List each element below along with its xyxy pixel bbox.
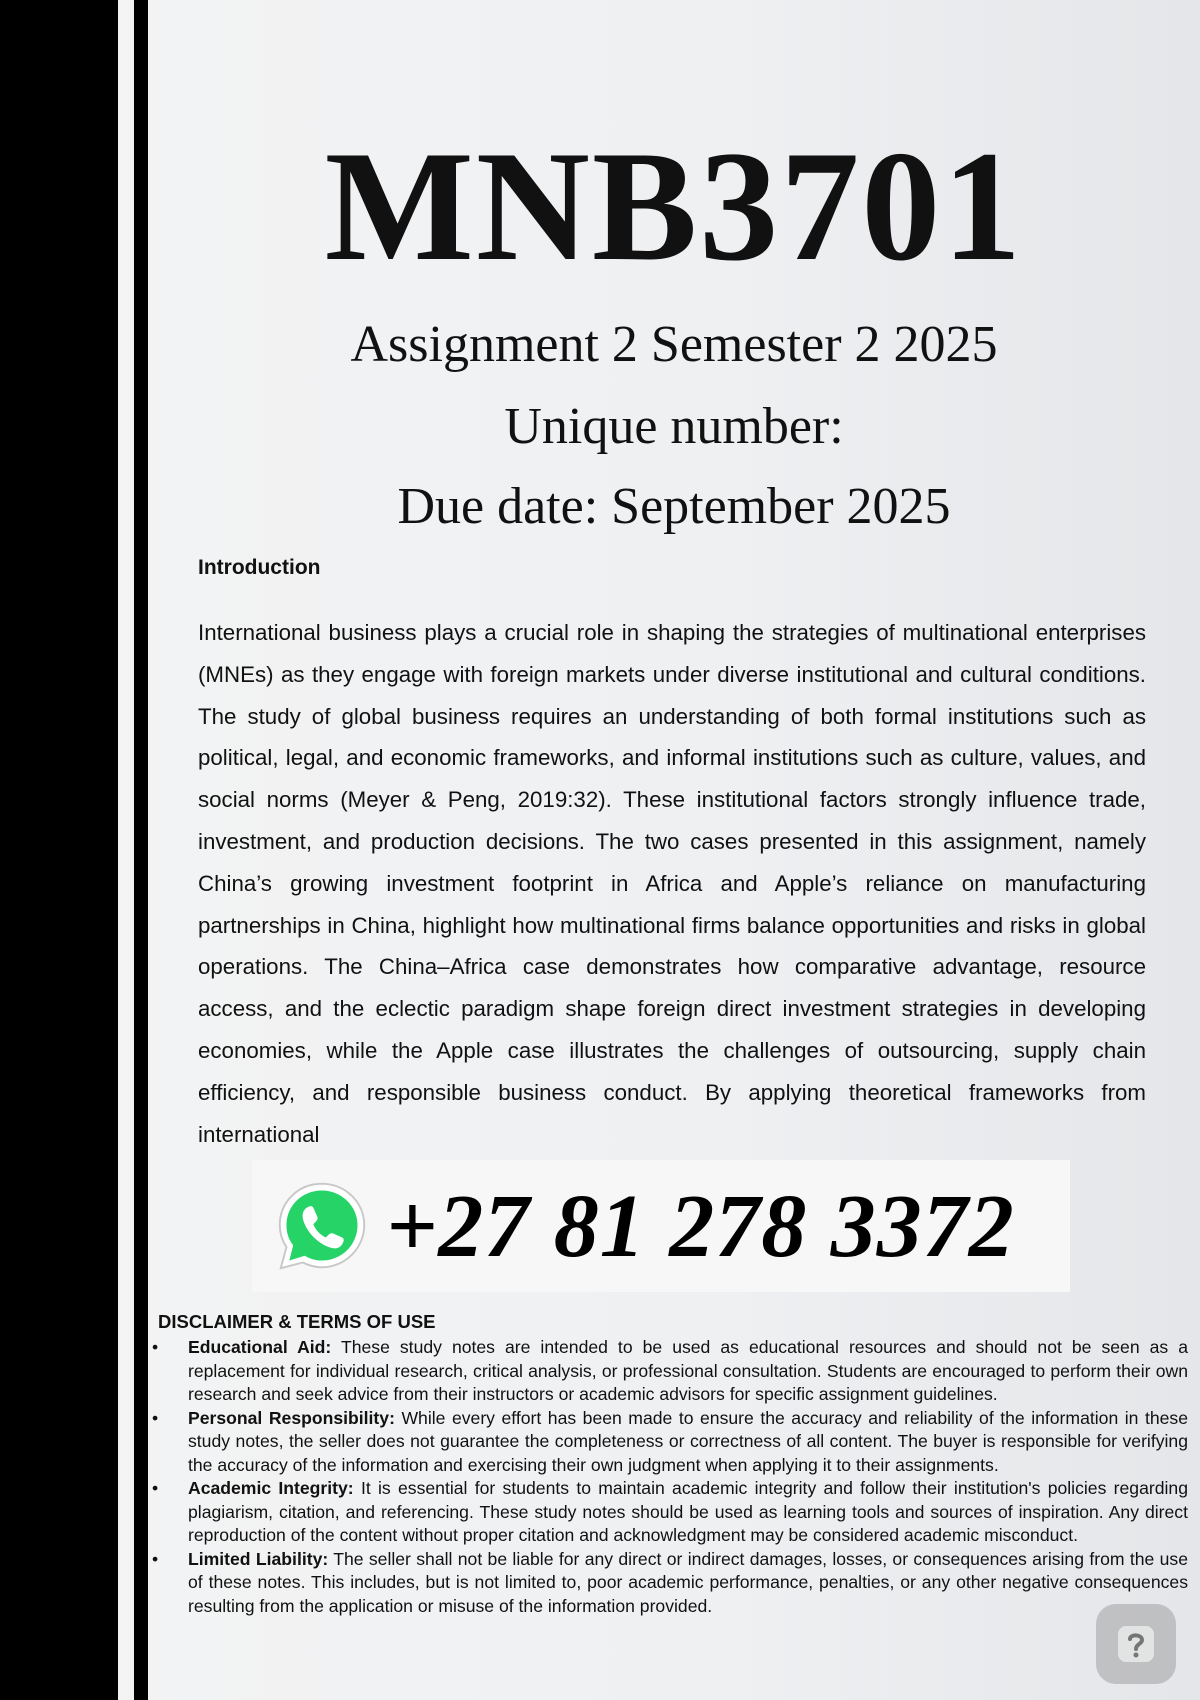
left-thin-bar	[134, 0, 148, 1700]
phone-number: +27 81 278 3372	[386, 1176, 1015, 1276]
disclaimer-heading: Educational Aid:	[188, 1337, 332, 1357]
disclaimer-item	[148, 1407, 1188, 1478]
help-question-icon	[1114, 1622, 1158, 1666]
disclaimer-heading: Academic Integrity:	[188, 1478, 354, 1498]
unique-number: Unique number:	[504, 398, 844, 455]
disclaimer-list	[148, 1336, 1188, 1618]
help-button[interactable]	[1096, 1604, 1176, 1684]
disclaimer-title: DISCLAIMER & TERMS OF USE	[158, 1311, 436, 1332]
disclaimer-item	[148, 1477, 1188, 1548]
introduction-body: International business plays a crucial role in shaping the strategies of multinational enterprises (MNEs) as they engage with foreign markets under diverse institutional and cultural conditions. The study of global business requires an understanding of both formal institutions such as political, legal, and economic frameworks, and informal institutions such as culture, values, and social norms (Meyer & Peng, 2019:32). These institutional factors strongly influence trade, investment, and production decisions. The two cases presented in this assignment, namely China’s growing investment footprint in Africa and Apple’s reliance on manufacturing partnerships in China, highlight how multinational firms balance opportunities and risks in global operations. The China–Africa case demonstrates how comparative advantage, resource access, and the eclectic paradigm shape foreign direct investment strategies in developing economies, while the Apple case illustrates the challenges of outsourcing, supply chain efficiency, and responsible business conduct. By applying theoretical frameworks from international	[198, 620, 1146, 1147]
due-date: Due date: September 2025	[397, 478, 951, 535]
contact-banner	[252, 1160, 1070, 1292]
disclaimer-text: It is essential for students to maintain academic integrity and follow their institution's policies regarding plagiarism, citation, and referencing. These study notes should be used as learning tools and sources of inspiration. Any direct reproduction of the content without proper citation and acknowledgment may be considered academic misconduct.	[188, 1478, 1188, 1545]
bullet: •	[152, 1548, 159, 1569]
disclaimer-item	[148, 1548, 1188, 1619]
bullet: •	[152, 1337, 159, 1357]
assignment-title: Assignment 2 Semester 2 2025	[350, 316, 998, 373]
disclaimer-text: While every effort has been made to ensure the accuracy and reliability of the information in these study notes, the seller does not guarantee the completeness or correctness of all content. The buyer is responsible for verifying the accuracy of the information and exercising their own judgment when applying it to their assignments.	[188, 1407, 1188, 1475]
disclaimer-text: These study notes are intended to be used as educational resources and should not be seen as a replacement for individual research, critical analysis, or professional consultation. Students are encouraged to perform their own research and seek advice from their instructors or academic advisors for specific assignment guidelines.	[188, 1337, 1188, 1404]
disclaimer-item	[148, 1336, 1188, 1407]
bullet: •	[152, 1407, 159, 1428]
disclaimer-heading: Limited Liability:	[188, 1548, 329, 1569]
introduction-heading: Introduction	[198, 556, 321, 579]
whatsapp-icon	[274, 1178, 370, 1274]
disclaimer-text: The seller shall not be liable for any direct or indirect damages, losses, or consequences arising from the use of these notes. This includes, but is not limited to, poor academic performance, penalties, or any other negative consequences resulting from the application or misuse of the information provided.	[188, 1548, 1188, 1616]
left-black-bar	[0, 0, 118, 1700]
bullet: •	[152, 1478, 159, 1498]
disclaimer-heading: Personal Responsibility:	[188, 1407, 395, 1428]
course-code: MNB3701	[324, 119, 1024, 294]
